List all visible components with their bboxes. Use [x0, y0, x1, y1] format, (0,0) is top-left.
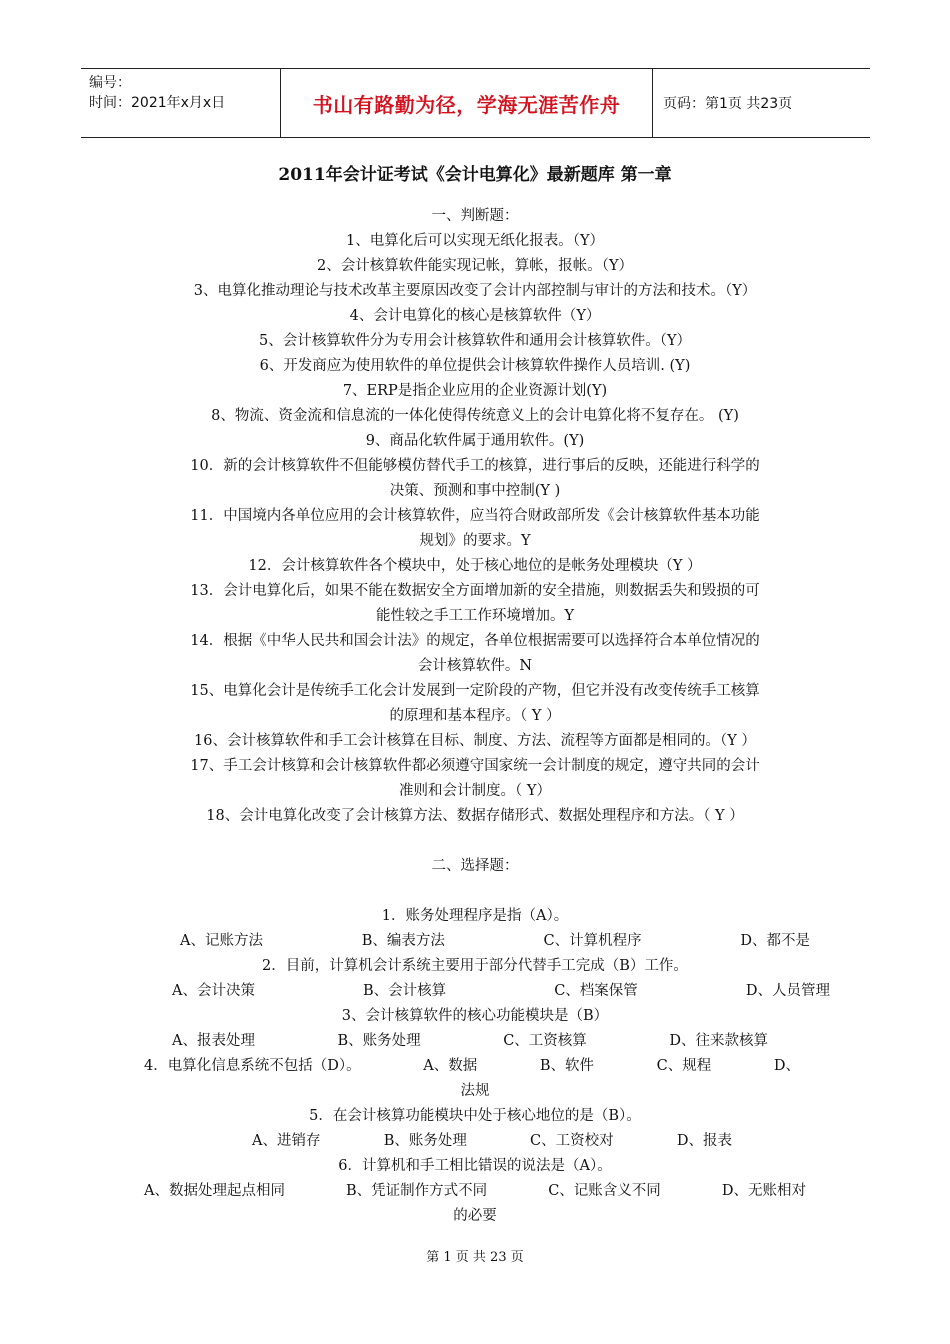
option: C、工资核算	[503, 1033, 587, 1049]
judgement-line: 14．根据《中华人民共和国会计法》的规定，各单位根据需要可以选择符合本单位情况的	[190, 633, 760, 649]
option: B、编表方法	[361, 933, 445, 949]
option: A、进销存	[252, 1133, 321, 1149]
judgement-line: 12．会计核算软件各个模块中，处于核心地位的是帐务处理模块（Y ）	[248, 558, 702, 574]
question-stem: 2．目前，计算机会计系统主要用于部分代替手工完成（B）工作。	[262, 958, 688, 974]
judgement-line: 规划》的要求。Y	[419, 533, 531, 549]
motto-text: 书山有路勤为径，学海无涯苦作舟	[312, 92, 621, 117]
option: C、工资校对	[530, 1133, 614, 1149]
judgement-line: 会计核算软件。N	[417, 658, 533, 674]
option: A、报表处理	[172, 1033, 255, 1049]
question-stem: 5．在会计核算功能模块中处于核心地位的是（B）。	[309, 1108, 641, 1124]
judgement-line: 9、商品化软件属于通用软件。(Y)	[365, 433, 585, 449]
judgement-line: 13．会计电算化后，如果不能在数据安全方面增加新的安全措施，则数据丢失和毁损的可	[190, 583, 760, 599]
page-code-text: 页码：第1页 共23页	[663, 96, 793, 112]
header-meta-cell	[81, 69, 281, 137]
question-stem: 1．账务处理程序是指（A）。	[381, 908, 569, 924]
judgement-line: 15、电算化会计是传统手工化会计发展到一定阶段的产物，但它并没有改变传统手工核算	[190, 683, 760, 699]
option: A、数据处理起点相同	[144, 1183, 285, 1199]
judgement-line: 11．中国境内各单位应用的会计核算软件，应当符合财政部所发《会计核算软件基本功能	[190, 508, 760, 524]
question-options	[100, 979, 850, 1004]
page-code-cell	[653, 69, 870, 137]
option: C、计算机程序	[543, 933, 642, 949]
judgement-line: 1、电算化后可以实现无纸化报表。（Y）	[345, 233, 605, 249]
question-options	[100, 1179, 850, 1204]
motto-cell	[281, 69, 653, 137]
judgement-line: 准则和会计制度。（ Y）	[399, 783, 551, 799]
judgement-line: 18、会计电算化改变了会计核算方法、数据存储形式、数据处理程序和方法。（ Y ）	[206, 808, 744, 824]
section1-heading: 一、判断题：	[431, 208, 519, 224]
section2-heading: 二、选择题：	[431, 858, 519, 874]
option: B、账务处理	[337, 1033, 421, 1049]
judgement-line: 4、会计电算化的核心是核算软件（Y）	[349, 308, 601, 324]
page-footer: 第 1 页 共 23 页	[426, 1250, 524, 1265]
option: D、无账相对	[721, 1183, 806, 1199]
judgement-line: 能性较之手工工作环境增加。Y	[375, 608, 575, 624]
option: C、档案保管	[554, 983, 638, 999]
option: D、往来款核算	[669, 1033, 768, 1049]
judgement-line: 17、手工会计核算和会计核算软件都必须遵守国家统一会计制度的规定，遵守共同的会计	[190, 758, 760, 774]
option-continuation: 的必要	[453, 1208, 497, 1224]
question-stem: 3、会计核算软件的核心功能模块是（B）	[341, 1008, 609, 1024]
option: C、规程	[656, 1058, 712, 1074]
question-options	[100, 929, 850, 954]
judgement-line: 8、物流、资金流和信息流的一体化使得传统意义上的会计电算化将不复存在。 (Y)	[211, 408, 739, 424]
judgement-line: 的原理和基本程序。（ Y ）	[389, 708, 561, 724]
question-stem: 4．电算化信息系统不包括（D）。	[144, 1058, 361, 1074]
option: B、软件	[539, 1058, 594, 1074]
question-options	[100, 1129, 850, 1154]
judgement-line: 5、会计核算软件分为专用会计核算软件和通用会计核算软件。（Y）	[258, 333, 692, 349]
judgement-line: 16、会计核算软件和手工会计核算在目标、制度、方法、流程等方面都是相同的。（Y ）	[194, 733, 756, 749]
option: D、人员管理	[745, 983, 830, 999]
header-table	[81, 68, 870, 138]
option: B、凭证制作方式不同	[346, 1183, 488, 1199]
section1-lines	[100, 229, 850, 829]
judgement-line: 2、会计核算软件能实现记帐，算帐，报帐。（Y）	[316, 258, 634, 274]
option: A、会计决策	[172, 983, 255, 999]
judgement-line: 3、电算化推动理论与技术改革主要原因改变了会计内部控制与审计的方法和技术。（Y）	[193, 283, 757, 299]
judgement-line: 决策、预测和事中控制(Y )	[389, 483, 561, 499]
number-label: 编号：	[89, 75, 131, 91]
time-label: 时间：2021年x月x日	[89, 95, 226, 111]
judgement-line: 7、ERP是指企业应用的企业资源计划(Y)	[342, 383, 608, 399]
question-stem: 6．计算机和手工相比错误的说法是（A）。	[338, 1158, 612, 1174]
question-stem-with-options	[100, 1054, 850, 1079]
option: B、账务处理	[383, 1133, 467, 1149]
judgement-line: 10．新的会计核算软件不但能够模仿替代手工的核算，进行事后的反映，还能进行科学的	[190, 458, 760, 474]
option: D、	[773, 1058, 800, 1074]
judgement-line: 6、开发商应为使用软件的单位提供会计核算软件操作人员培训. (Y)	[259, 358, 691, 374]
option: D、报表	[676, 1133, 732, 1149]
option: C、记账含义不同	[548, 1183, 661, 1199]
option: B、会计核算	[363, 983, 447, 999]
question-options	[100, 1029, 850, 1054]
document-title: 2011年会计证考试《会计电算化》最新题库 第一章	[278, 165, 672, 185]
content-body	[100, 204, 850, 1229]
option: D、都不是	[740, 933, 810, 949]
option: A、记账方法	[180, 933, 263, 949]
option: A、数据	[423, 1058, 478, 1074]
option-continuation: 法规	[460, 1083, 490, 1099]
